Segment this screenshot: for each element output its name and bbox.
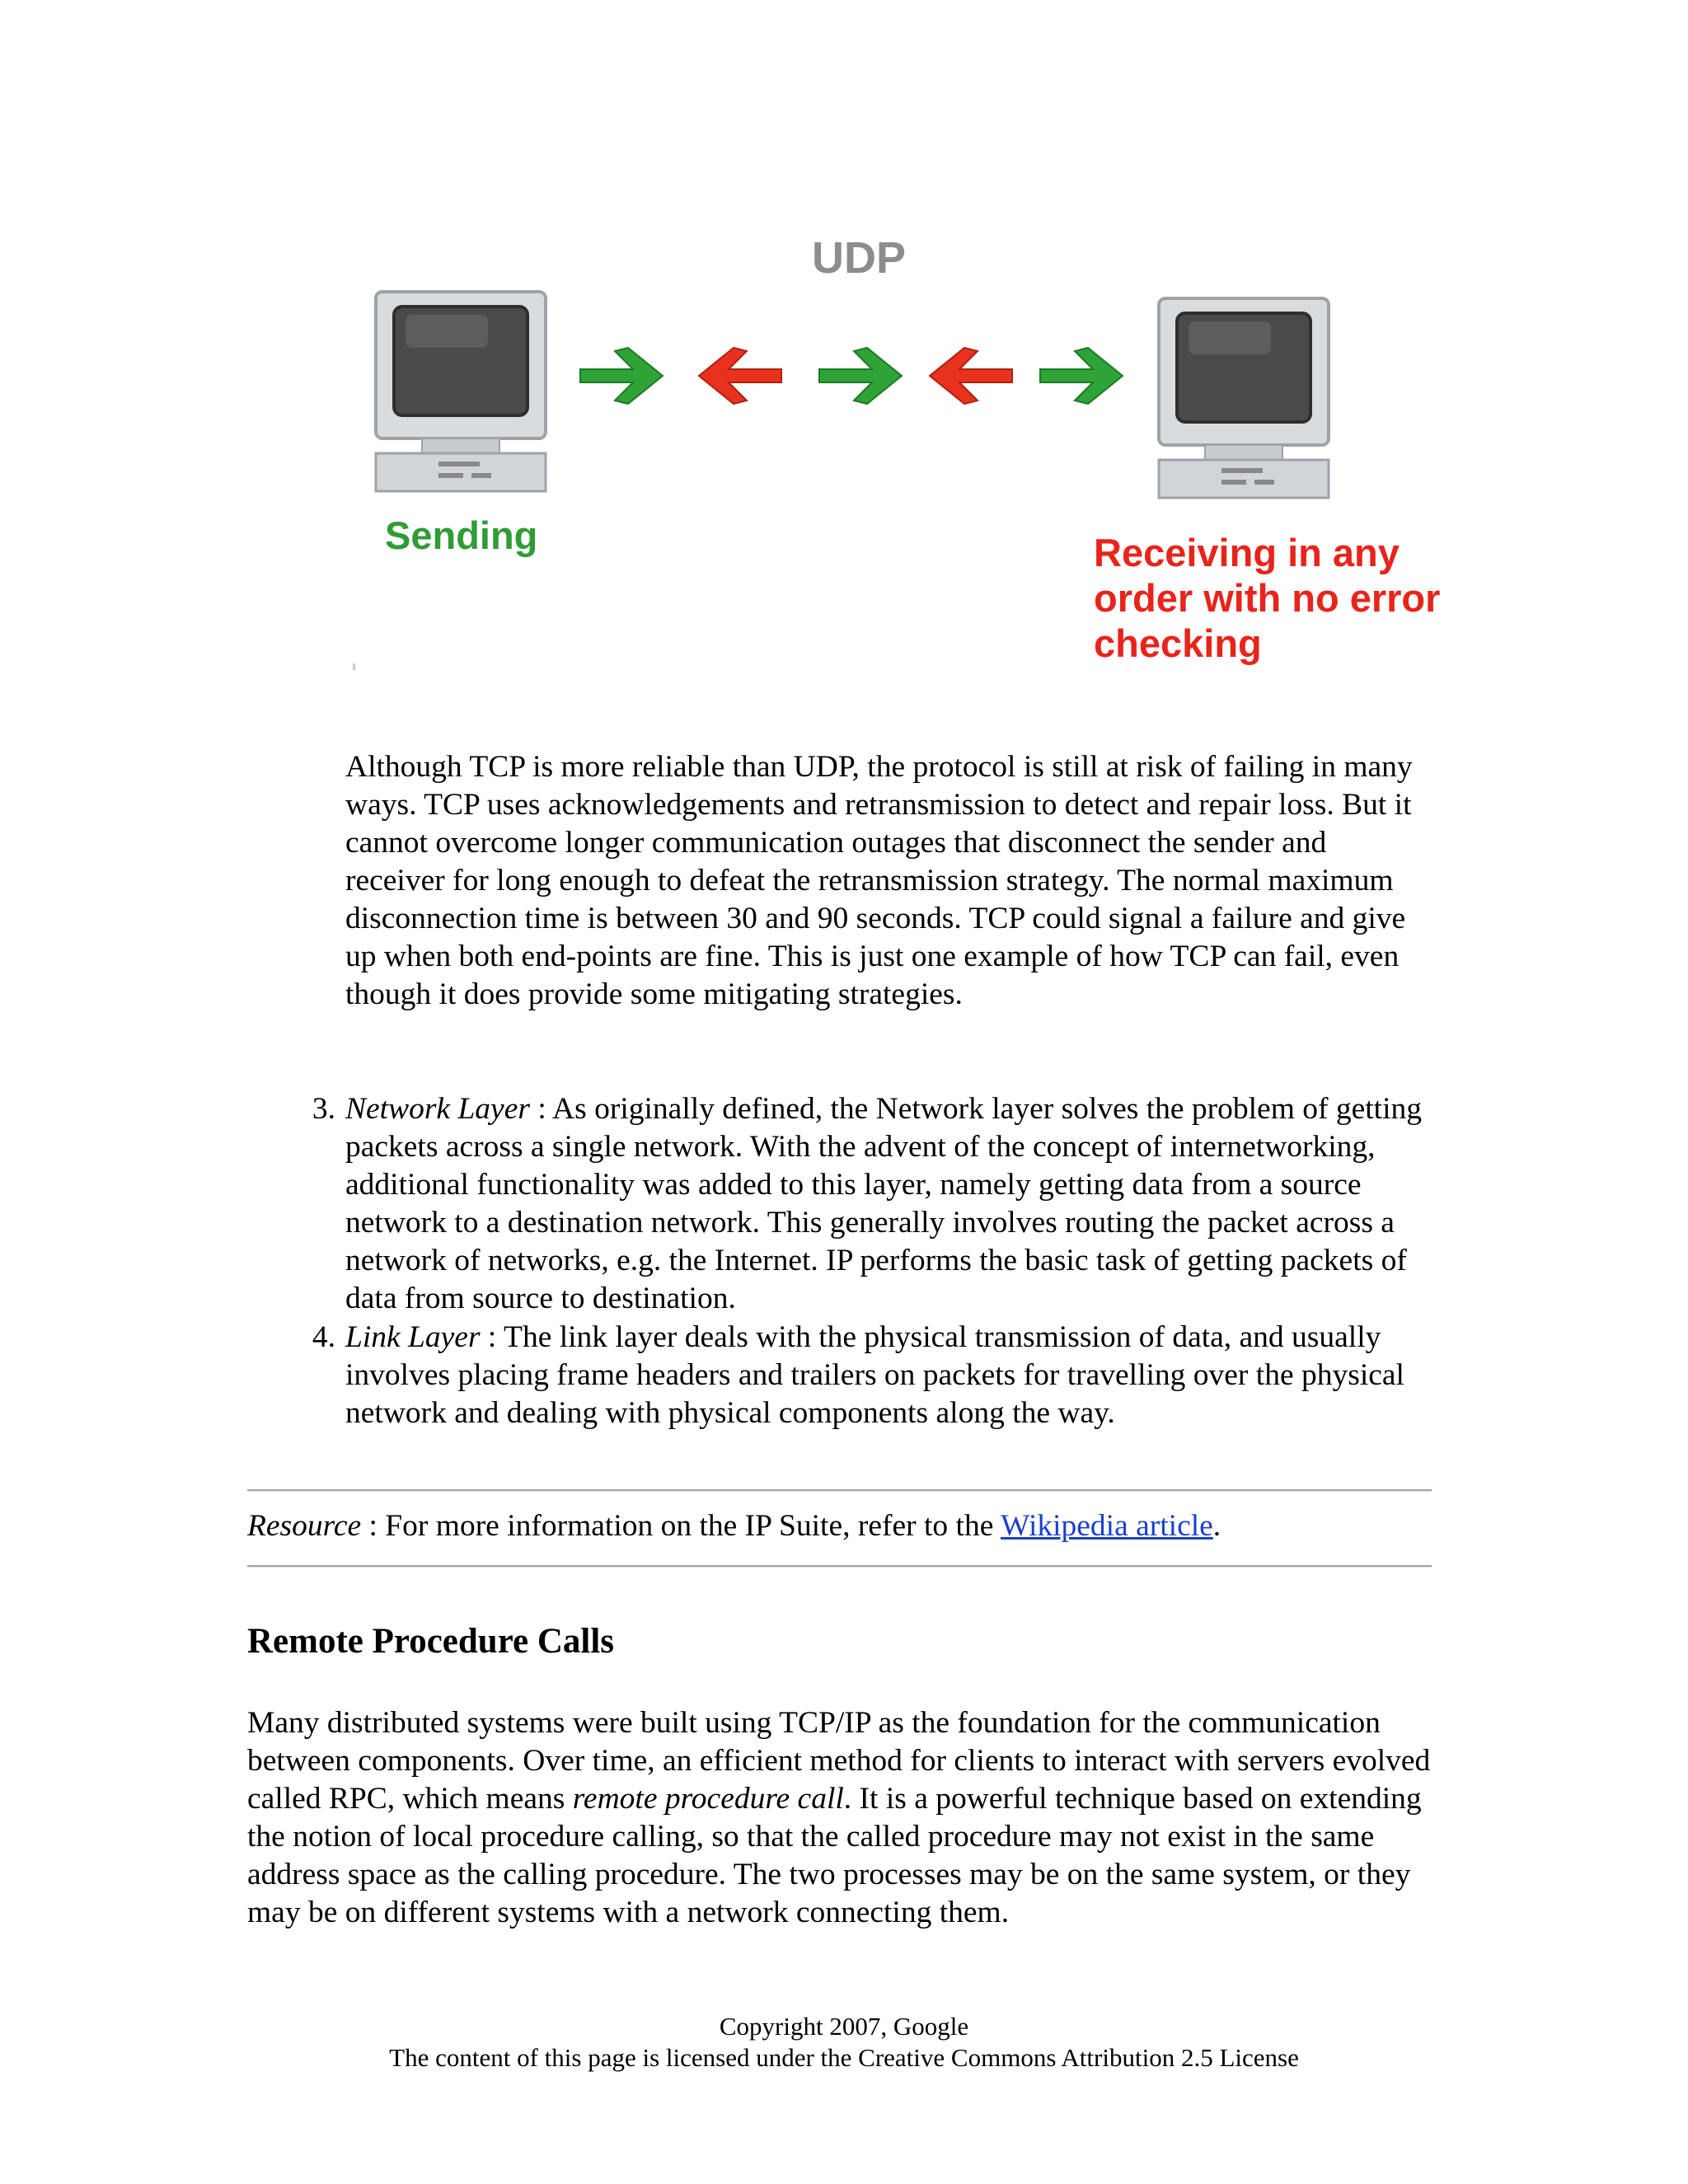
wikipedia-link[interactable]: Wikipedia article (1001, 1509, 1213, 1543)
rpc-emphasis: remote procedure call (572, 1782, 844, 1816)
divider (247, 1489, 1432, 1492)
stray-mark (353, 663, 355, 670)
resource-term: Resource (247, 1509, 362, 1543)
arrow-left-icon (694, 344, 785, 407)
resource-note (247, 1507, 1432, 1545)
list-term: Network Layer (345, 1092, 530, 1126)
copyright-line: Copyright 2007, Google (719, 2012, 969, 2041)
tcp-reliability-paragraph: Although TCP is more reliable than UDP, the protocol is still at risk of failing in many ways. TCP uses acknowledgements and retransmission to detect and repair loss. But it cannot overcome longer communication outages that disconnect the sender and receiver for long enough to defeat the retransmission strategy. The normal maximum disconnection time is between 30 and 90 seconds. TCP could signal a failure and give up when both end-points are fine. This is just one example of how TCP can fail, even though it does provide some mitigating strategies. (345, 750, 1413, 1011)
arrow-right-icon (577, 344, 668, 407)
list-number: 3. (312, 1092, 335, 1126)
diagram-title: UDP (812, 233, 907, 283)
udp-diagram (0, 0, 1688, 709)
list-text: : The link layer deals with the physical transmission of data, and usually involves placing frame headers and trailers on packets for travelling over the physical network and dealing with physical components along the way. (345, 1320, 1404, 1430)
receiving-label: Receiving in any order with no error checking (1094, 531, 1441, 665)
resource-text: : For more information on the IP Suite, refer to the (361, 1509, 1001, 1543)
license-line: The content of this page is licensed under the Creative Commons Attribution 2.5 License (389, 2043, 1299, 2072)
sending-label: Sending (385, 513, 538, 557)
sending-computer-icon (373, 288, 550, 494)
list-item (312, 1319, 1433, 1432)
rpc-paragraph (247, 1704, 1432, 1932)
rpc-text-before: Many distributed systems were built using TCP/IP as the foundation for the communication between components. Over time, an efficient method for clients to interact with servers evolved called RPC, which means (247, 1706, 1431, 1816)
rpc-text-after: . It is a powerful technique based on extending the notion of local procedure calling, so that the called procedure may not exist in the same address space as the calling procedure. The two processes may be on the same system, or they may be on different systems with a network connecting them. (247, 1782, 1422, 1929)
arrow-right-icon (816, 344, 907, 407)
resource-end: . (1212, 1509, 1221, 1543)
list-item (312, 1090, 1433, 1318)
list-term: Link Layer (345, 1320, 481, 1354)
receiving-computer-icon (1156, 295, 1333, 501)
page-footer (0, 2011, 1688, 2074)
divider (247, 1565, 1432, 1568)
arrow-right-icon (1037, 344, 1128, 407)
list-text: : As originally defined, the Network layer solves the problem of getting packets across a single network. With the advent of the concept of internetworking, additional functionality was added to this layer, namely getting data from a source network to a destination network. This generally involves routing the packet across a network of networks, e.g. the Internet. IP performs the basic task of getting packets of data from source to destination. (345, 1092, 1422, 1315)
section-heading: Remote Procedure Calls (247, 1622, 615, 1661)
list-number: 4. (312, 1320, 335, 1354)
arrow-left-icon (925, 344, 1015, 407)
